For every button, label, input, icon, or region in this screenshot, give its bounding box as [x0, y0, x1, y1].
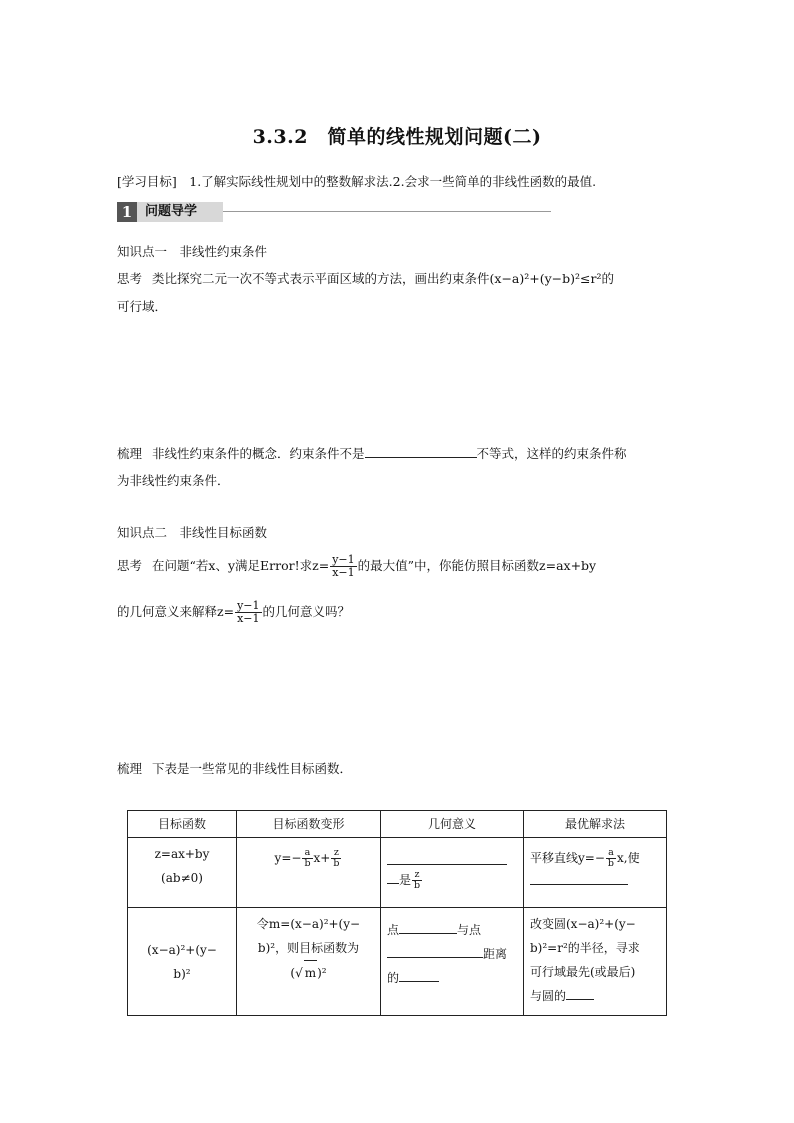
row1-method-pre: 平移直线y=−	[530, 851, 605, 865]
table-row	[128, 838, 667, 908]
kp2-summary	[117, 760, 352, 778]
section-label: 问题导学	[137, 202, 223, 222]
row1-condition: (ab≠0)	[161, 871, 203, 885]
page-title: 3.3.2 简单的线性规划问题(二)	[252, 126, 542, 148]
row2-method-blank[interactable]	[566, 987, 594, 1000]
kp2-think-label: 思考	[117, 558, 143, 573]
row1-transform-pre: y=−	[274, 851, 302, 865]
table-cell	[237, 838, 381, 908]
row1-method	[530, 846, 660, 870]
kp1-summary	[117, 445, 627, 463]
table-header-cell: 目标函数	[128, 811, 237, 838]
kp1-summary-label: 梳理	[117, 446, 143, 461]
row1-meaning	[387, 868, 517, 892]
fraction-a-over-b-2: $\frac{a}{b}$	[607, 847, 614, 869]
sqrt-sign: √	[295, 966, 303, 980]
table-header-row	[128, 811, 667, 838]
table-header-cell: 最优解求法	[524, 811, 667, 838]
row1-meaning-suffix: 是	[399, 873, 412, 887]
sqrt-radicand: m	[304, 960, 317, 985]
fraction-z-over-b-2: $\frac{z}{b}$	[414, 869, 421, 891]
row2-meaning-line2: 距离	[387, 942, 517, 966]
row2-method-line4: 与圆的	[530, 984, 660, 1008]
kp2-think-line2-post: 的几何意义吗？	[262, 604, 351, 619]
table-cell	[237, 908, 381, 1016]
kp1-summary-post: 不等式，这样的约束条件称	[476, 446, 627, 461]
fraction-z-over-b: $\frac{z}{b}$	[333, 847, 340, 869]
kp1-heading: 知识点一 非线性约束条件	[117, 244, 268, 259]
table-cell	[128, 908, 237, 1016]
kp2-think-line2	[117, 600, 350, 625]
fraction-a-over-b: $\frac{a}{b}$	[304, 847, 311, 869]
kp2-think	[117, 554, 596, 579]
row2-method-line1: 改变圆(x−a)²+(y−	[530, 917, 636, 931]
row2-transform-line2: b)²，则目标函数为	[257, 941, 360, 955]
row2-point-blank-1[interactable]	[399, 921, 457, 934]
kp2-think-line2-pre: 的几何意义来解释z=	[117, 604, 235, 619]
row2-method-line2: b)²=r²的半径，寻求	[530, 941, 640, 955]
row2-distance-blank[interactable]	[399, 969, 439, 982]
table-cell	[524, 838, 667, 908]
table-header-cell: 目标函数变形	[237, 811, 381, 838]
row2-meaning-line1: 点 与点	[387, 923, 482, 937]
kp1-summary-blank[interactable]	[365, 445, 477, 458]
row2-objective-line1: (x−a)²+(y−	[147, 942, 217, 957]
row1-method-post: x,使	[616, 851, 640, 865]
row1-meaning-blank-short[interactable]	[387, 871, 399, 884]
section-header	[117, 202, 437, 222]
table-row	[128, 908, 667, 1016]
row2-method-line3: 可行域最先(或最后)	[530, 965, 636, 979]
row1-transform-mid: x+	[313, 851, 331, 865]
kp1-think-label: 思考	[117, 271, 143, 286]
fraction-y-over-x-2: $\frac{y-1}{x-1}$	[237, 599, 260, 625]
fraction-y-over-x: $\frac{y-1}{x-1}$	[332, 553, 355, 579]
table-header-cell: 几何意义	[381, 811, 524, 838]
row1-transform	[243, 846, 374, 870]
kp2-think-mid: 的最大值”中，你能仿照目标函数z=ax+by	[357, 558, 597, 573]
row1-meaning-blank[interactable]	[387, 852, 507, 865]
table-cell	[381, 838, 524, 908]
row2-meaning-line3: 的	[387, 966, 517, 990]
kp2-summary-text: 下表是一些常见的非线性目标函数．	[152, 761, 353, 776]
row1-method-blank[interactable]	[530, 872, 628, 885]
table-cell	[381, 908, 524, 1016]
kp1-think-line2: 可行域．	[117, 299, 168, 314]
table-cell	[128, 838, 237, 908]
nonlinear-objective-table	[127, 810, 667, 1016]
kp1-think-text: 类比探究二元一次不等式表示平面区域的方法，画出约束条件(x−a)²+(y−b)²≤r²的	[152, 271, 614, 286]
table-cell	[524, 908, 667, 1016]
row2-transform-line1: 令m=(x−a)²+(y−	[256, 917, 361, 931]
kp2-heading: 知识点二 非线性目标函数	[117, 525, 268, 540]
kp1-summary-pre: 非线性约束条件的概念．约束条件不是	[152, 446, 365, 461]
learning-objectives: [学习目标] 1.了解实际线性规划中的整数解求法.2.会求一些简单的非线性函数的最值.	[117, 174, 597, 189]
kp2-summary-label: 梳理	[117, 761, 143, 776]
kp1-think	[117, 270, 614, 288]
row2-point-blank-2[interactable]	[387, 945, 483, 958]
section-divider	[223, 211, 551, 212]
section-number: 1	[117, 202, 137, 222]
kp1-summary-line2: 为非线性约束条件．	[117, 473, 230, 488]
row1-objective: z=ax+by	[154, 847, 210, 861]
kp2-think-pre: 在问题“若x、y满足Error!求z=	[152, 558, 330, 573]
row2-objective-line2: b)²	[173, 966, 191, 981]
row2-transform-line3: (√ m)²	[243, 960, 374, 985]
